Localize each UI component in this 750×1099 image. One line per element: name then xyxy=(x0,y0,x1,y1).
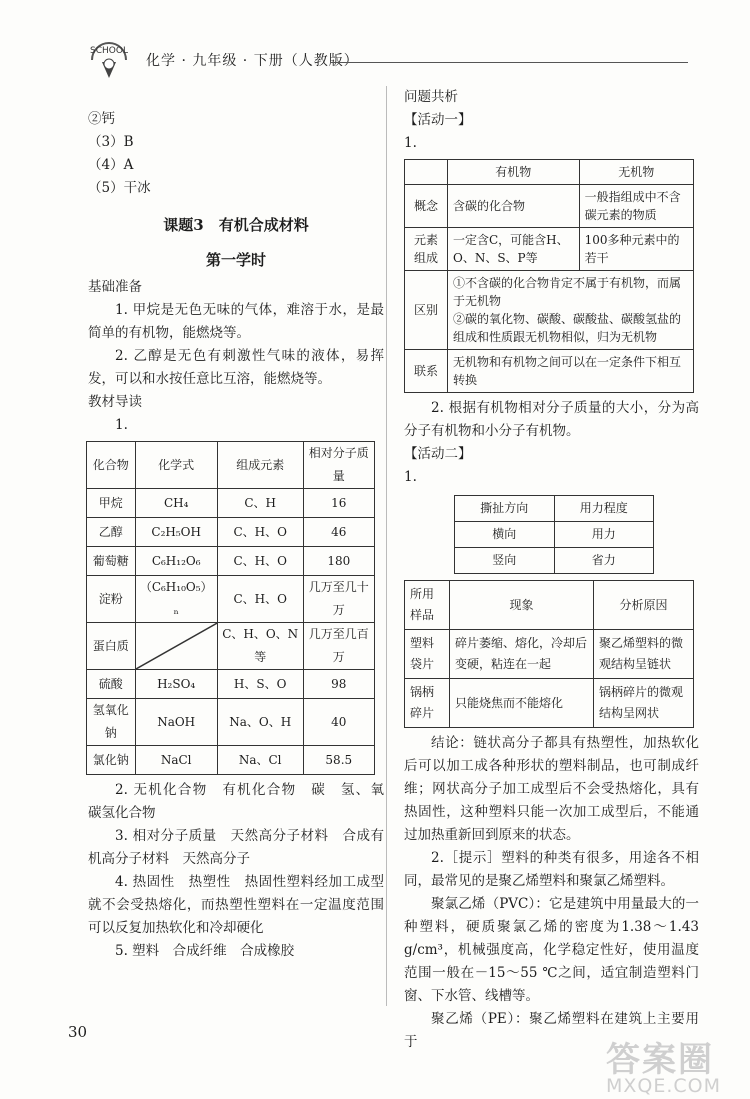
table-cell: C、H、O xyxy=(217,547,303,576)
table-header-cell: 组成元素 xyxy=(217,442,303,489)
table-row xyxy=(405,350,694,393)
table-cell: 硫酸 xyxy=(87,670,136,699)
compound-table xyxy=(86,441,375,775)
table-cell: 180 xyxy=(303,547,374,576)
table-cell: CH₄ xyxy=(135,489,217,518)
table-header-row xyxy=(405,160,694,185)
experiment-table xyxy=(404,580,694,728)
table-header-cell: 现象 xyxy=(450,581,594,630)
table-cell: 一般指组成中不含碳元素的物质 xyxy=(579,185,693,228)
table-cell: 锅柄碎片的微观结构呈网状 xyxy=(594,679,694,728)
table-header-cell xyxy=(405,160,448,185)
table-row xyxy=(455,522,654,548)
table-cell: 塑料袋片 xyxy=(405,630,450,679)
table-cell: 100多种元素中的若干 xyxy=(579,228,693,271)
paragraph: 3. 相对分子质量 天然高分子材料 合成有机高分子材料 天然高分子 xyxy=(88,828,384,867)
table-cell: 氯化钠 xyxy=(87,746,136,775)
paragraph: 聚乙烯（PE）：聚乙烯塑料在建筑上主要用于 xyxy=(404,1011,699,1050)
table-cell: H₂SO₄ xyxy=(135,670,217,699)
table-cell: 甲烷 xyxy=(87,489,136,518)
watermark-text: 答案圈 xyxy=(606,1040,714,1080)
table-cell: 16 xyxy=(303,489,374,518)
table-row-label: 联系 xyxy=(405,350,448,393)
watermark xyxy=(606,1032,738,1096)
table-cell: 58.5 xyxy=(303,746,374,775)
table-row-label: 区别 xyxy=(405,271,448,350)
right-column xyxy=(404,86,699,1054)
table-cell: H、S、O xyxy=(217,670,303,699)
table-cell: 98 xyxy=(303,670,374,699)
table-cell: C、H、O xyxy=(217,518,303,547)
difference-point: ②碳的氧化物、碳酸、碳酸盐、碳酸氢盐的组成和性质跟无机物相似，归为无机物 xyxy=(453,312,682,344)
paragraph: 4. 热固性 热塑性 热固性塑料经加工成型就不会受热熔化，而热塑性塑料在一定温度范围可以反复加热软化和冷却硬化 xyxy=(88,874,384,936)
table-row xyxy=(87,576,375,623)
table-cell: 46 xyxy=(303,518,374,547)
table-row xyxy=(405,228,694,271)
paragraph: 2. 无机化合物 有机化合物 碳 氢、氧 碳氢化合物 xyxy=(88,782,398,821)
table-row xyxy=(87,699,375,746)
header-title: 化学 · 九年级 · 下册（人教版） xyxy=(146,53,359,69)
table-row-label: 概念 xyxy=(405,185,448,228)
diagonal-line xyxy=(136,623,217,669)
table-cell: Na、Cl xyxy=(217,746,303,775)
table-cell: 40 xyxy=(303,699,374,746)
answer-line: （3）B xyxy=(88,134,134,150)
section-heading: 基础准备 xyxy=(88,279,142,295)
section-heading: 教材导读 xyxy=(88,394,142,410)
table-header-cell: 分析原因 xyxy=(594,581,694,630)
table-cell: Na、O、H xyxy=(217,699,303,746)
period-title: 第一学时 xyxy=(205,251,266,269)
paragraph: 5. 塑料 合成纤维 合成橡胶 xyxy=(115,943,295,959)
table-cell: C、H xyxy=(217,489,303,518)
table-cell: 聚乙烯塑料的微观结构呈链状 xyxy=(594,630,694,679)
table-row-label: 元素组成 xyxy=(405,228,448,271)
table-cell xyxy=(448,271,694,350)
table-row xyxy=(87,547,375,576)
table-header-cell: 所用样品 xyxy=(405,581,450,630)
table-header-cell: 用力程度 xyxy=(554,496,654,522)
header-rule xyxy=(330,62,688,63)
table-cell: 氢氧化钠 xyxy=(87,699,136,746)
section-heading: 问题共析 xyxy=(404,89,458,105)
table-cell: 几万至几百万 xyxy=(303,623,374,670)
table-row xyxy=(87,518,375,547)
paragraph: 2. 根据有机物相对分子质量的大小，分为高分子有机物和小分子有机物。 xyxy=(404,400,699,439)
table-cell: 碎片萎缩、熔化，冷却后变硬，粘连在一起 xyxy=(450,630,594,679)
table-cell: 竖向 xyxy=(455,548,555,574)
question-number: 1. xyxy=(404,135,417,151)
table-row xyxy=(405,271,694,350)
question-number: 1. xyxy=(115,417,128,433)
paragraph: 2. 乙醇是无色有刺激性气味的液体，易挥发，可以和水按任意比互溶，能燃烧等。 xyxy=(88,348,384,387)
difference-point: ①不含碳的化合物肯定不属于有机物，而属于无机物 xyxy=(453,276,682,308)
table-cell: C、H、O、N等 xyxy=(217,623,303,670)
organic-inorganic-table xyxy=(404,159,694,393)
table-row xyxy=(87,746,375,775)
table-header-cell: 无机物 xyxy=(579,160,693,185)
table-header-cell: 化学式 xyxy=(135,442,217,489)
answer-line: ②钙 xyxy=(88,111,115,127)
table-header-cell: 相对分子质量 xyxy=(303,442,374,489)
table-cell: 葡萄糖 xyxy=(87,547,136,576)
table-cell: C₆H₁₂O₆ xyxy=(135,547,217,576)
column-divider xyxy=(386,86,387,1006)
table-cell: 乙醇 xyxy=(87,518,136,547)
activity-label: 【活动一】 xyxy=(404,112,472,128)
page-number: 30 xyxy=(68,1023,88,1041)
svg-text:SCHOOL: SCHOOL xyxy=(90,46,128,56)
table-cell: NaOH xyxy=(135,699,217,746)
table-cell: 横向 xyxy=(455,522,555,548)
watermark-url: MXQE.COM xyxy=(606,1075,722,1097)
paragraph: 1. 甲烷是无色无味的气体，难溶于水，是最简单的有机物，能燃烧等。 xyxy=(88,302,384,341)
table-row xyxy=(405,185,694,228)
table-header-row xyxy=(405,581,694,630)
table-row xyxy=(455,548,654,574)
table-row xyxy=(87,670,375,699)
table-row xyxy=(87,489,375,518)
paragraph: 聚氯乙烯（PVC）：它是建筑中用量最大的一种塑料，硬质聚氯乙烯的密度为1.38～1.43 g/cm³，机械强度高，化学稳定性好，使用温度范围一般在－15～55 ℃之间，适宜制造塑料门窗、下水管、线槽等。 xyxy=(404,896,699,1004)
table-cell: 一定含C，可能含H、O、N、S、P等 xyxy=(448,228,580,271)
table-cell: 锅柄碎片 xyxy=(405,679,450,728)
table-cell: C、H、O xyxy=(217,576,303,623)
table-cell: 省力 xyxy=(554,548,654,574)
activity-label: 【活动二】 xyxy=(404,446,472,462)
answer-line: （5）干冰 xyxy=(88,180,151,196)
table-cell: 含碳的化合物 xyxy=(448,185,580,228)
paragraph: 2.［提示］塑料的种类有很多，用途各不相同，最常见的是聚乙烯塑料和聚氯乙烯塑料。 xyxy=(404,850,699,889)
table-header-row xyxy=(87,442,375,489)
table-cell: C₂H₅OH xyxy=(135,518,217,547)
question-number: 1. xyxy=(404,469,417,485)
tearing-table xyxy=(454,495,654,574)
table-cell: 蛋白质 xyxy=(87,623,136,670)
table-row xyxy=(87,623,375,670)
table-row xyxy=(405,630,694,679)
table-header-row xyxy=(455,496,654,522)
table-header-cell: 撕扯方向 xyxy=(455,496,555,522)
table-cell: 只能烧焦而不能熔化 xyxy=(450,679,594,728)
table-header-cell: 化合物 xyxy=(87,442,136,489)
table-cell-blank-diagonal xyxy=(135,623,217,670)
table-cell: 淀粉 xyxy=(87,576,136,623)
table-cell: 无机物和有机物之间可以在一定条件下相互转换 xyxy=(448,350,694,393)
answer-line: （4）A xyxy=(88,157,134,173)
table-cell: NaCl xyxy=(135,746,217,775)
school-logo xyxy=(84,40,134,86)
conclusion-paragraph: 结论：链状高分子都具有热塑性，加热软化后可以加工成各种形状的塑料制品，也可制成纤维；网状高分子加工成型后不会受热熔化，具有热固性，这种塑料只能一次加工成型后，不能通过加热重新回到原来的状态。 xyxy=(404,735,699,843)
table-cell: （C₆H₁₀O₅）ₙ xyxy=(135,576,217,623)
table-header-cell: 有机物 xyxy=(448,160,580,185)
table-cell: 几万至几十万 xyxy=(303,576,374,623)
table-row xyxy=(405,679,694,728)
lesson-title: 课题3 有机合成材料 xyxy=(163,216,309,234)
table-cell: 用力 xyxy=(554,522,654,548)
left-column xyxy=(88,108,398,963)
